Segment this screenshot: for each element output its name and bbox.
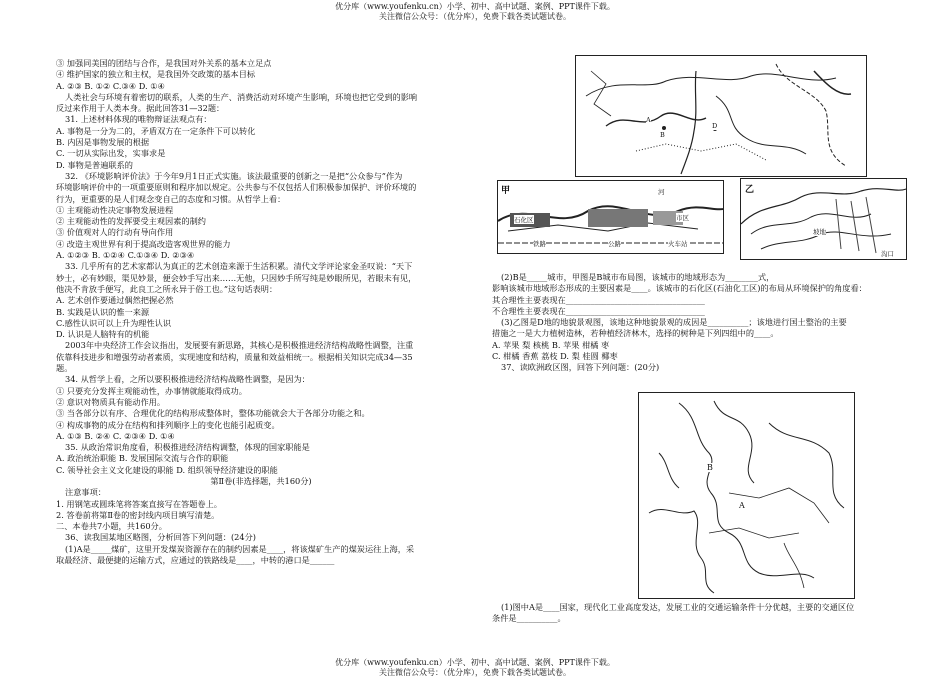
question-line: 32. 《环境影响评价法》于今年9月1日正式实施。该法最重要的创新之一是把“公众参与”作为 xyxy=(65,170,403,181)
fig-jia-downtown-label: 市区 xyxy=(676,214,689,222)
fig-yi-gully-label: 沟口 xyxy=(881,250,894,258)
fig-jia-station-label: 火车站 xyxy=(668,240,688,248)
question-line: C.感性认识可以上升为理性认识 xyxy=(56,317,172,328)
question-line: 妙士，必有妙眼，渠见妙景，便会妙手写出来……无他，只因妙手所写纯是妙眼所见，若眼未有见， xyxy=(56,272,417,283)
question-line: ③ 当各部分以有序、合理优化的结构形成整体时，整体功能就会大于各部分功能之和。 xyxy=(56,408,370,419)
question-line: 他决不肯放手便写，此良工之所永异于俗工也。”这句话表明： xyxy=(56,283,278,294)
question-line: A. 政治统治职能 B. 发展国际交流与合作的职能 xyxy=(56,453,229,464)
china-map-label-d: D xyxy=(712,122,718,130)
page-header xyxy=(0,2,950,22)
question-line: A. 苹果 梨 核桃 B. 苹果 柑橘 枣 xyxy=(492,339,610,350)
header-line-1: 优分库（www.youfenku.cn）小学、初中、高中试题、案例、PPT课件下载。 xyxy=(335,2,615,11)
question-line: 影响该城市地域形态形成的主要因素是____。该城市的石化区(石油化工区)的布局从环境保护的角度看： xyxy=(492,283,867,294)
question-line: 35. 从政治常识角度看，积极推进经济结构调整，体现的国家职能是 xyxy=(65,442,310,453)
question-line: A. ①③ B. ②④ C. ②③④ D. ①④ xyxy=(56,430,175,441)
question-line: ③ 加强同美国的团结与合作，是我国对外关系的基本立足点 xyxy=(56,58,272,68)
question-line: A. 艺术创作要通过偶然把握必然 xyxy=(56,295,174,306)
question-line: 措施之一是大力植树造林，若种植经济林木，选择的树种是下列四组中的____。 xyxy=(492,328,779,339)
question-line: 二、本卷共7小题，共160分。 xyxy=(56,521,167,532)
question-line: 依靠科技进步和增强劳动者素质，实现速度和结构，质量和效益相统一。根据相关知识完成34—35 xyxy=(56,351,413,362)
fig-jia-railway-label: 铁路 xyxy=(533,240,546,248)
fig-jia-river-label: 河 xyxy=(658,188,665,196)
question-line: (1)图中A是____国家，现代化工业高度发达，发展工业的交通运输条件十分优越，主要的交通区位 xyxy=(501,602,855,612)
question-line: ① 只要充分发挥主观能动性，办事情就能取得成功。 xyxy=(56,385,247,396)
question-line: 2. 答卷前将第Ⅱ卷的密封线内项目填写清楚。 xyxy=(56,509,220,520)
question-line: (1)A是_____煤矿，这里开发煤炭资源存在的制约因素是____，将该煤矿生产的煤炭运往上海，采 xyxy=(65,543,415,554)
question-line: (3)乙图是D地的地貌景观图，该地这种地貌景观的成因是__________；该地进行国土整治的主要 xyxy=(501,317,847,328)
question-line: B. 内因是事物发展的根据 xyxy=(56,137,150,148)
fig-yi-tag: 乙 xyxy=(744,182,755,195)
question-line: A. ②③ B. ①② C.③④ D. ①④ xyxy=(56,80,165,91)
question-line: ④ 维护国家的独立和主权，是我国外交政策的基本目标 xyxy=(56,69,256,80)
question-line: ④ 构成事物的成分在结构和排列顺序上的变化也能引起质变。 xyxy=(56,419,280,430)
question-line: 37、读欧洲政区图，回答下列问题：(20分) xyxy=(501,362,660,373)
question-line: 第Ⅱ卷(非选择题，共160分) xyxy=(210,475,312,486)
question-line: ③ 价值观对人的行动有导向作用 xyxy=(56,227,174,238)
question-line: 2003年中央经济工作会议指出，发展要有新思路，其核心是积极推进经济结构战略性调整，注重 xyxy=(65,340,414,351)
china-map-label-a: A xyxy=(646,116,651,124)
question-line: D. 认识是人脑特有的机能 xyxy=(56,329,150,340)
page-footer xyxy=(0,658,950,678)
footer-line-2: 关注微信公众号：（优分库），免费下载各类试题试卷。 xyxy=(379,668,571,677)
figure-yi-landform xyxy=(740,178,907,260)
right-column xyxy=(492,272,910,374)
question-line: 31. 上述材料体现的唯物辩证法观点有： xyxy=(65,114,212,125)
question-line: 反过来作用于人类本身。据此回答31—32题： xyxy=(56,103,225,114)
question-line: C. 领导社会主义文化建设的职能 D. 组织领导经济建设的职能 xyxy=(56,464,278,475)
question-line: 注意事项： xyxy=(65,487,106,498)
question-line: ② 主观能动性的发挥要受主观因素的制约 xyxy=(56,216,206,227)
question-line: C. 一切从实际出发，实事求是 xyxy=(56,148,166,159)
footer-line-1: 优分库（www.youfenku.cn）小学、初中、高中试题、案例、PPT课件下载。 xyxy=(335,658,615,667)
header-line-2: 关注微信公众号：（优分库），免费下载各类试题试卷。 xyxy=(379,12,571,21)
question-line: 1. 用钢笔或圆珠笔将答案直接写在答题卷上。 xyxy=(56,498,222,509)
figure-jia-city-layout xyxy=(497,180,724,254)
question-line: 34. 从哲学上看，之所以要积极推进经济结构战略性调整，是因为： xyxy=(65,374,310,385)
question-line: 行为，更重要的是人们观念变自己的态度和习惯。从哲学上看： xyxy=(56,193,286,204)
fig-yi-slope-label: 坡地 xyxy=(813,228,826,236)
right-bottom-text xyxy=(492,602,910,625)
question-line: (2)B是_____城市，甲图是B城市布局图，该城市的地域形态为________式， xyxy=(501,272,775,282)
question-line: ④ 改造主观世界有利于提高改造客观世界的能力 xyxy=(56,238,231,249)
question-line: 人类社会与环境有着密切的联系，人类的生产、消费活动对环境产生影响，环境也把它受到的影响 xyxy=(65,91,418,102)
question-line: B. 实践是认识的惟一来源 xyxy=(56,306,150,317)
question-line: 其合理性主要表现在__________________________________ xyxy=(492,294,705,305)
question-line: 取最经济、最便捷的运输方式，应通过的铁路线是____，中转的港口是______ xyxy=(56,555,335,566)
fig-jia-road-label: 公路 xyxy=(608,240,621,248)
europe-map-label-a: A xyxy=(739,501,745,510)
china-map-label-b: B xyxy=(660,131,665,139)
question-line: 环境影响评价中的一项重要原则和程序加以规定。公共参与不仅包括人们积极参加保护、评价环境的 xyxy=(56,182,417,193)
question-line: 条件是__________。 xyxy=(492,613,566,624)
question-line: 36、读我国某地区略图，分析回答下列问题：(24分) xyxy=(65,532,256,543)
question-line: 不合理性主要表现在__________________________________ xyxy=(492,305,705,316)
question-line: A. 事物是一分为二的，矛盾双方在一定条件下可以转化 xyxy=(56,125,256,136)
europe-political-map xyxy=(638,392,855,599)
question-line: D. 事物是普遍联系的 xyxy=(56,159,133,170)
question-line: ② 意识对物质具有能动作用。 xyxy=(56,396,166,407)
question-line: C. 柑橘 香蕉 荔枝 D. 梨 桂圆 椰枣 xyxy=(492,351,618,362)
question-line: 题。 xyxy=(56,363,73,374)
question-line: A. ①②③ B. ①②④ C.①③④ D. ②③④ xyxy=(56,250,195,261)
question-line: 33. 几乎所有的艺术家都认为真正的艺术创造来源于生活积累。清代文学评论家金圣叹说：“天下 xyxy=(65,261,413,272)
question-line: ① 主观能动性决定事物发展进程 xyxy=(56,204,174,215)
left-column xyxy=(56,58,466,566)
fig-jia-petrochem-label: 石化区 xyxy=(514,216,534,224)
china-region-map xyxy=(575,55,867,177)
europe-map-label-b: B xyxy=(707,463,713,472)
fig-jia-tag: 甲 xyxy=(500,183,511,196)
